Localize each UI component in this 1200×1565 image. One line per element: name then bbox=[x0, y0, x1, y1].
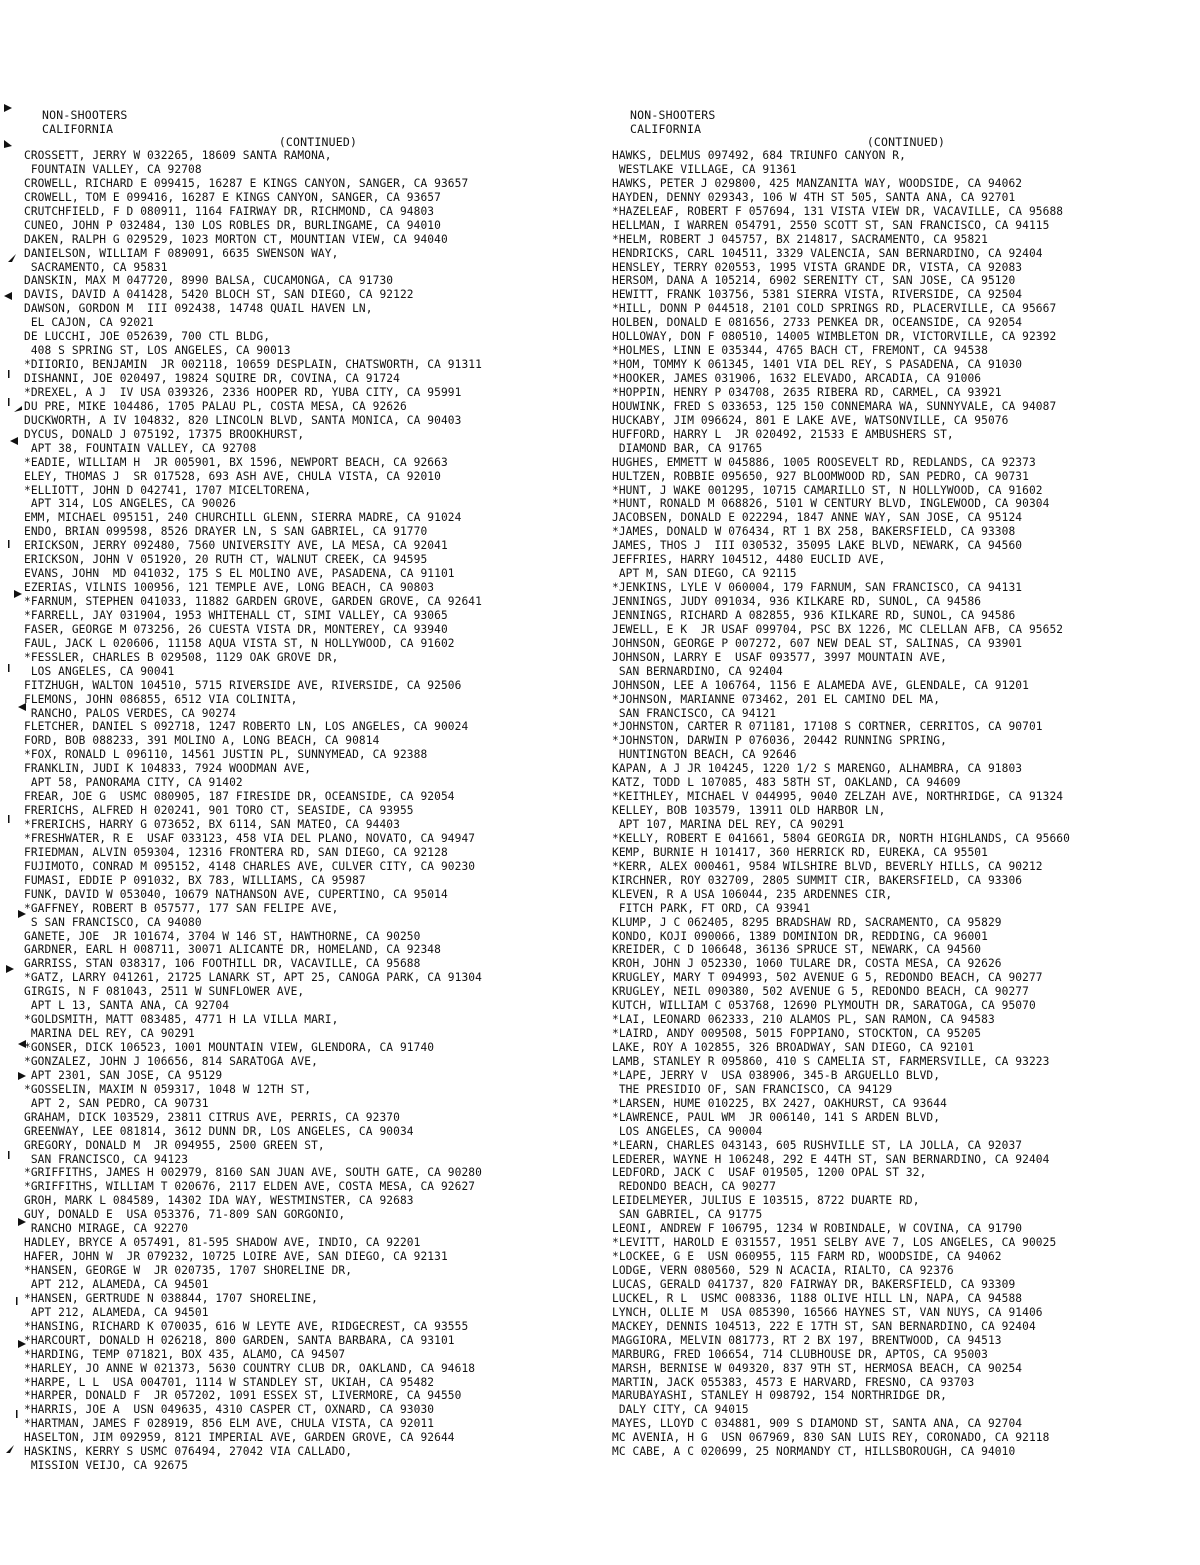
list-entry-line: *HILL, DONN P 044518, 2101 COLD SPRINGS RD, PLACERVILLE, CA 95667 bbox=[612, 302, 1057, 316]
list-entry-line: EVANS, JOHN MD 041032, 175 S EL MOLINO AVE, PASADENA, CA 91101 bbox=[24, 567, 455, 581]
list-entry-line: *GRIFFITHS, JAMES H 002979, 8160 SAN JUAN AVE, SOUTH GATE, CA 90280 bbox=[24, 1166, 482, 1180]
list-entry-line: *DIIORIO, BENJAMIN JR 002118, 10659 DESPLAIN, CHATSWORTH, CA 91311 bbox=[24, 358, 482, 372]
list-entry-line: KUTCH, WILLIAM C 053768, 12690 PLYMOUTH DR, SARATOGA, CA 95070 bbox=[612, 999, 1036, 1013]
list-entry-line: HUNTINGTON BEACH, CA 92646 bbox=[612, 748, 797, 762]
list-entry-line: *HANSEN, GEORGE W JR 020735, 1707 SHORELINE DR, bbox=[24, 1264, 353, 1277]
list-entry-line: *HUNT, RONALD M 068826, 5101 W CENTURY BLVD, INGLEWOOD, CA 90304 bbox=[612, 497, 1050, 511]
list-entry-line: DYCUS, DONALD J 075192, 17375 BROOKHURST, bbox=[24, 427, 305, 441]
margin-mark bbox=[14, 1410, 20, 1416]
list-entry-line: DIAMOND BAR, CA 91765 bbox=[612, 441, 763, 455]
list-entry-line: *JOHNSON, MARIANNE 073462, 201 EL CAMINO DEL MA, bbox=[612, 692, 941, 706]
list-entry-line: MARINA DEL REY, CA 90291 bbox=[24, 1027, 195, 1041]
list-entry-line: HADLEY, BRYCE A 057491, 81-595 SHADOW AVE, INDIO, CA 92201 bbox=[24, 1236, 421, 1250]
section-title: NON-SHOOTERS bbox=[42, 108, 128, 122]
list-entry-line: FREAR, JOE G USMC 080905, 187 FIRESIDE DR, OCEANSIDE, CA 92054 bbox=[24, 790, 455, 804]
margin-mark bbox=[14, 404, 20, 410]
list-entry-line: CUNEO, JOHN P 032484, 130 LOS ROBLES DR, BURLINGAME, CA 94010 bbox=[24, 218, 441, 232]
list-entry-line: KREIDER, C D 106648, 36136 SPRUCE ST, NEWARK, CA 94560 bbox=[612, 943, 982, 957]
list-entry-line: HENSLEY, TERRY 020553, 1995 VISTA GRANDE DR, VISTA, CA 92083 bbox=[612, 260, 1023, 274]
list-entry-line: LUCKEL, R L USMC 008336, 1188 OLIVE HILL LN, NAPA, CA 94588 bbox=[612, 1291, 1023, 1305]
continued-label: (CONTINUED) bbox=[866, 135, 946, 149]
list-entry-line: *HOOKER, JAMES 031906, 1632 ELEVADO, ARCADIA, CA 91006 bbox=[612, 372, 982, 385]
list-entry-line: RANCHO, PALOS VERDES, CA 90274 bbox=[24, 706, 236, 720]
list-entry-line: APT 107, MARINA DEL REY, CA 90291 bbox=[612, 818, 845, 831]
list-entry-line: KRUGLEY, NEIL 090380, 502 AVENUE G 5, REDONDO BEACH, CA 90277 bbox=[612, 985, 1029, 999]
list-entry-line: DU PRE, MIKE 104486, 1705 PALAU PL, COSTA MESA, CA 92626 bbox=[24, 399, 407, 413]
list-entry-line: SACRAMENTO, CA 95831 bbox=[24, 260, 168, 274]
list-entry-line: APT M, SAN DIEGO, CA 92115 bbox=[612, 567, 797, 581]
list-entry-line: KLUMP, J C 062405, 8295 BRADSHAW RD, SACRAMENTO, CA 95829 bbox=[612, 915, 1002, 929]
continued-label: (CONTINUED) bbox=[278, 135, 358, 149]
list-entry-line: *HARPE, L L USA 004701, 1114 W STANDLEY ST, UKIAH, CA 95482 bbox=[24, 1375, 435, 1389]
list-entry-line: *FOX, RONALD L 096110, 14561 JUSTIN PL, SUNNYMEAD, CA 92388 bbox=[24, 748, 428, 762]
list-entry-line: *HARTMAN, JAMES F 028919, 856 ELM AVE, CHULA VISTA, CA 92011 bbox=[24, 1417, 435, 1431]
list-entry-line: SAN FRANCISCO, CA 94123 bbox=[24, 1152, 189, 1166]
list-entry-line: THE PRESIDIO OF, SAN FRANCISCO, CA 94129 bbox=[612, 1082, 893, 1096]
list-entry-line: MISSION VEIJO, CA 92675 bbox=[24, 1459, 189, 1473]
list-entry-line: HAFER, JOHN W JR 079232, 10725 LOIRE AVE, SAN DIEGO, CA 92131 bbox=[24, 1250, 448, 1264]
list-entry-line: ERICKSON, JOHN V 051920, 20 RUTH CT, WALNUT CREEK, CA 94595 bbox=[24, 553, 428, 567]
list-entry-line: MARBURG, FRED 106654, 714 CLUBHOUSE DR, APTOS, CA 95003 bbox=[612, 1347, 988, 1361]
list-entry-line: *KELLY, ROBERT E 041661, 5804 GEORGIA DR, NORTH HIGHLANDS, CA 95660 bbox=[612, 831, 1070, 845]
list-entry-line: SAN FRANCISCO, CA 94121 bbox=[612, 706, 777, 720]
list-entry-line: MC CABE, A C 020699, 25 NORMANDY CT, HILLSBOROUGH, CA 94010 bbox=[612, 1445, 1016, 1459]
member-list bbox=[24, 149, 612, 1473]
list-entry-line: ELEY, THOMAS J SR 017528, 693 ASH AVE, CHULA VISTA, CA 92010 bbox=[24, 469, 441, 483]
list-entry-line: LODGE, VERN 080560, 529 N ACACIA, RIALTO, CA 92376 bbox=[612, 1264, 954, 1277]
list-entry-line: HAWKS, DELMUS 097492, 684 TRIUNFO CANYON R, bbox=[612, 149, 906, 162]
list-entry-line: FUJIMOTO, CONRAD M 095152, 4148 CHARLES AVE, CULVER CITY, CA 90230 bbox=[24, 859, 476, 873]
list-entry-line: *HARRIS, JOE A USN 049635, 4310 CASPER CT, OXNARD, CA 93030 bbox=[24, 1403, 435, 1417]
list-entry-line: *JOHNSTON, CARTER R 071181, 17108 S CORTNER, CERRITOS, CA 90701 bbox=[612, 720, 1043, 734]
list-entry-line: JENNINGS, RICHARD A 082855, 936 KILKARE RD, SUNOL, CA 94586 bbox=[612, 608, 1016, 622]
list-entry-line: MARSH, BERNISE W 049320, 837 9TH ST, HERMOSA BEACH, CA 90254 bbox=[612, 1361, 1023, 1375]
list-entry-line: FUNK, DAVID W 053040, 10679 NATHANSON AVE, CUPERTINO, CA 95014 bbox=[24, 887, 448, 901]
list-entry-line: LYNCH, OLLIE M USA 085390, 16566 HAYNES ST, VAN NUYS, CA 91406 bbox=[612, 1305, 1043, 1319]
list-entry-line: DE LUCCHI, JOE 052639, 700 CTL BLDG, bbox=[24, 330, 271, 344]
list-entry-line: *LAWRENCE, PAUL WM JR 006140, 141 S ARDEN BLVD, bbox=[612, 1110, 941, 1124]
list-entry-line: KIRCHNER, ROY 032709, 2805 SUMMIT CIR, BAKERSFIELD, CA 93306 bbox=[612, 873, 1023, 887]
list-entry-line: KONDO, KOJI 090066, 1389 DOMINION DR, REDDING, CA 96001 bbox=[612, 929, 988, 943]
list-entry-line: *HANSING, RICHARD K 070035, 616 W LEYTE AVE, RIDGECREST, CA 93555 bbox=[24, 1319, 469, 1333]
margin-mark bbox=[10, 437, 16, 443]
list-entry-line: APT 58, PANORAMA CITY, CA 91402 bbox=[24, 776, 243, 790]
list-entry-line: FLEMONS, JOHN 086855, 6512 VIA COLINITA, bbox=[24, 692, 298, 706]
list-entry-line: JENNINGS, JUDY 091034, 936 KILKARE RD, SUNOL, CA 94586 bbox=[612, 595, 982, 608]
list-entry-line: LEDFORD, JACK C USAF 019505, 1200 OPAL ST 32, bbox=[612, 1166, 927, 1180]
margin-mark bbox=[6, 965, 12, 971]
list-entry-line: HELLMAN, I WARREN 054791, 2550 SCOTT ST, SAN FRANCISCO, CA 94115 bbox=[612, 218, 1050, 232]
list-entry-line: SAN GABRIEL, CA 91775 bbox=[612, 1208, 763, 1222]
list-entry-line: FOUNTAIN VALLEY, CA 92708 bbox=[24, 162, 202, 176]
list-entry-line: *LEARN, CHARLES 043143, 605 RUSHVILLE ST, LA JOLLA, CA 92037 bbox=[612, 1138, 1023, 1152]
list-entry-line: *FRERICHS, HARRY G 073652, BX 6114, SAN MATEO, CA 94403 bbox=[24, 818, 400, 831]
list-entry-line: KELLEY, BOB 103579, 13911 OLD HARBOR LN, bbox=[612, 804, 886, 818]
list-entry-line: *KERR, ALEX 000461, 9584 WILSHIRE BLVD, BEVERLY HILLS, CA 90212 bbox=[612, 859, 1043, 873]
list-entry-line: HOLLOWAY, DON F 080510, 14005 WIMBLETON DR, VICTORVILLE, CA 92392 bbox=[612, 330, 1057, 344]
list-entry-line: LUCAS, GERALD 041737, 820 FAIRWAY DR, BAKERSFIELD, CA 93309 bbox=[612, 1277, 1016, 1291]
list-entry-line: LAMB, STANLEY R 095860, 410 S CAMELIA ST, FARMERSVILLE, CA 93223 bbox=[612, 1054, 1050, 1068]
list-entry-line: KAPAN, A J JR 104245, 1220 1/2 S MARENGO, ALHAMBRA, CA 91803 bbox=[612, 762, 1023, 776]
list-entry-line: MACKEY, DENNIS 104513, 222 E 17TH ST, SAN BERNARDINO, CA 92404 bbox=[612, 1319, 1036, 1333]
list-entry-line: DANIELSON, WILLIAM F 089091, 6635 SWENSON WAY, bbox=[24, 246, 339, 260]
list-entry-line: HASKINS, KERRY S USMC 076494, 27042 VIA CALLADO, bbox=[24, 1445, 353, 1459]
margin-mark bbox=[14, 590, 20, 596]
margin-mark bbox=[14, 1297, 20, 1303]
list-entry-line: FLETCHER, DANIEL S 092718, 1247 ROBERTO LN, LOS ANGELES, CA 90024 bbox=[24, 720, 469, 734]
margin-mark bbox=[6, 1151, 12, 1157]
list-entry-line: *HARLEY, JO ANNE W 021373, 5630 COUNTRY CLUB DR, OAKLAND, CA 94618 bbox=[24, 1361, 476, 1375]
list-entry-line: *GOSSELIN, MAXIM N 059317, 1048 W 12TH ST, bbox=[24, 1082, 312, 1096]
list-entry-line: KEMP, BURNIE H 101417, 360 HERRICK RD, EUREKA, CA 95501 bbox=[612, 845, 988, 859]
list-entry-line: APT 2301, SAN JOSE, CA 95129 bbox=[24, 1068, 223, 1082]
list-entry-line: *LARSEN, HUME 010225, BX 2427, OAKHURST, CA 93644 bbox=[612, 1096, 947, 1110]
list-entry-line: *ELLIOTT, JOHN D 042741, 1707 MICELTORENA, bbox=[24, 483, 312, 497]
list-entry-line: LOS ANGELES, CA 90004 bbox=[612, 1124, 763, 1138]
list-entry-line: *HARPER, DONALD F JR 057202, 1091 ESSEX ST, LIVERMORE, CA 94550 bbox=[24, 1389, 462, 1403]
list-entry-line: GIRGIS, N F 081043, 2511 W SUNFLOWER AVE, bbox=[24, 985, 305, 999]
list-entry-line: *FARNUM, STEPHEN 041033, 11882 GARDEN GROVE, GARDEN GROVE, CA 92641 bbox=[24, 595, 482, 608]
list-entry-line: FORD, BOB 088233, 391 MOLINO A, LONG BEACH, CA 90814 bbox=[24, 734, 380, 748]
list-entry-line: LEIDELMEYER, JULIUS E 103515, 8722 DUARTE RD, bbox=[612, 1194, 920, 1208]
list-entry-line: MARTIN, JACK 055383, 4573 E HARVARD, FRESNO, CA 93703 bbox=[612, 1375, 975, 1389]
list-entry-line: JEFFRIES, HARRY 104512, 4480 EUCLID AVE, bbox=[612, 553, 886, 567]
list-entry-line: *KEITHLEY, MICHAEL V 044995, 9040 ZELZAH AVE, NORTHRIDGE, CA 91324 bbox=[612, 790, 1064, 804]
list-entry-line: DISHANNI, JOE 020497, 19824 SQUIRE DR, COVINA, CA 91724 bbox=[24, 372, 400, 385]
list-entry-line: GROH, MARK L 084589, 14302 IDA WAY, WESTMINSTER, CA 92683 bbox=[24, 1194, 414, 1208]
list-entry-line: CROWELL, TOM E 099416, 16287 E KINGS CANYON, SANGER, CA 93657 bbox=[24, 190, 441, 204]
list-entry-line: GARRISS, STAN 038317, 106 FOOTHILL DR, VACAVILLE, CA 95688 bbox=[24, 957, 421, 971]
list-entry-line: JAMES, THOS J III 030532, 35095 LAKE BLVD, NEWARK, CA 94560 bbox=[612, 539, 1023, 553]
margin-mark bbox=[6, 664, 12, 670]
list-entry-line: HUCKABY, JIM 096624, 801 E LAKE AVE, WATSONVILLE, CA 95076 bbox=[612, 413, 1009, 427]
margin-mark bbox=[4, 140, 10, 146]
list-entry-line: FUMASI, EDDIE P 091032, BX 783, WILLIAMS, CA 95987 bbox=[24, 873, 366, 887]
list-entry-line: *JOHNSTON, DARWIN P 076036, 20442 RUNNING SPRING, bbox=[612, 734, 947, 748]
list-entry-line: *LAIRD, ANDY 009508, 5015 FOPPIANO, STOCKTON, CA 95205 bbox=[612, 1027, 982, 1041]
section-state: CALIFORNIA bbox=[630, 122, 702, 136]
list-entry-line: WESTLAKE VILLAGE, CA 91361 bbox=[612, 162, 797, 176]
list-entry-line: *LOCKEE, G E USN 060955, 115 FARM RD, WOODSIDE, CA 94062 bbox=[612, 1250, 1002, 1264]
list-entry-line: *DREXEL, A J IV USA 039326, 2336 HOOPER RD, YUBA CITY, CA 95991 bbox=[24, 385, 462, 399]
list-entry-line: RANCHO MIRAGE, CA 92270 bbox=[24, 1222, 189, 1236]
list-entry-line: MC AVENIA, H G USN 067969, 830 SAN LUIS REY, CORONADO, CA 92118 bbox=[612, 1431, 1050, 1445]
list-entry-line: FRERICHS, ALFRED H 020241, 901 TORO CT, SEASIDE, CA 93955 bbox=[24, 804, 414, 818]
list-entry-line: GUY, DONALD E USA 053376, 71-809 SAN GORGONIO, bbox=[24, 1208, 346, 1222]
list-entry-line: FITZHUGH, WALTON 104510, 5715 RIVERSIDE AVE, RIVERSIDE, CA 92506 bbox=[24, 678, 462, 692]
list-entry-line: S SAN FRANCISCO, CA 94080 bbox=[24, 915, 202, 929]
list-entry-line: *HELM, ROBERT J 045757, BX 214817, SACRAMENTO, CA 95821 bbox=[612, 232, 988, 246]
list-entry-line: DUCKWORTH, A IV 104832, 820 LINCOLN BLVD, SANTA MONICA, CA 90403 bbox=[24, 413, 462, 427]
list-entry-line: KLEVEN, R A USA 106044, 235 ARDENNES CIR, bbox=[612, 887, 893, 901]
list-entry-line: MARUBAYASHI, STANLEY H 098792, 154 NORTHRIDGE DR, bbox=[612, 1389, 947, 1403]
list-entry-line: *HANSEN, GERTRUDE N 038844, 1707 SHORELINE, bbox=[24, 1291, 318, 1305]
list-entry-line: *HAZELEAF, ROBERT F 057694, 131 VISTA VIEW DR, VACAVILLE, CA 95688 bbox=[612, 204, 1064, 218]
list-entry-line: *FARRELL, JAY 031904, 1953 WHITEHALL CT, SIMI VALLEY, CA 93065 bbox=[24, 608, 448, 622]
list-entry-line: APT 212, ALAMEDA, CA 94501 bbox=[24, 1277, 209, 1291]
list-entry-line: DAVIS, DAVID A 041428, 5420 BLOCH ST, SAN DIEGO, CA 92122 bbox=[24, 288, 414, 302]
list-entry-line: GARDNER, EARL H 008711, 30071 ALICANTE DR, HOMELAND, CA 92348 bbox=[24, 943, 441, 957]
list-entry-line: LAKE, ROY A 102855, 326 BROADWAY, SAN DIEGO, CA 92101 bbox=[612, 1041, 975, 1054]
list-entry-line: *JENKINS, LYLE V 060004, 179 FARNUM, SAN FRANCISCO, CA 94131 bbox=[612, 581, 1023, 595]
list-entry-line: HERSOM, DANA A 105214, 6902 SERENITY CT, SAN JOSE, CA 95120 bbox=[612, 274, 1016, 288]
list-entry-line: LEONI, ANDREW F 106795, 1234 W ROBINDALE, W COVINA, CA 91790 bbox=[612, 1222, 1023, 1236]
list-entry-line: JACOBSEN, DONALD E 022294, 1847 ANNE WAY, SAN JOSE, CA 95124 bbox=[612, 511, 1023, 525]
list-entry-line: *GONSER, DICK 106523, 1001 MOUNTAIN VIEW, GLENDORA, CA 91740 bbox=[24, 1041, 435, 1054]
list-entry-line: REDONDO BEACH, CA 90277 bbox=[612, 1180, 777, 1194]
list-entry-line: HASELTON, JIM 092959, 8121 IMPERIAL AVE, GARDEN GROVE, CA 92644 bbox=[24, 1431, 455, 1445]
list-entry-line: FRIEDMAN, ALVIN 059304, 12316 FRONTERA RD, SAN DIEGO, CA 92128 bbox=[24, 845, 448, 859]
list-entry-line: *GONZALEZ, JOHN J 106656, 814 SARATOGA AVE, bbox=[24, 1054, 318, 1068]
list-entry-line: CROWELL, RICHARD E 099415, 16287 E KINGS CANYON, SANGER, CA 93657 bbox=[24, 176, 469, 190]
list-entry-line: SAN BERNARDINO, CA 92404 bbox=[612, 664, 783, 678]
list-entry-line: DANSKIN, MAX M 047720, 8990 BALSA, CUCAMONGA, CA 91730 bbox=[24, 274, 394, 288]
list-entry-line: *EADIE, WILLIAM H JR 005901, BX 1596, NEWPORT BEACH, CA 92663 bbox=[24, 455, 448, 469]
list-entry-line: KRUGLEY, MARY T 094993, 502 AVENUE G 5, REDONDO BEACH, CA 90277 bbox=[612, 971, 1043, 985]
list-entry-line: *GAFFNEY, ROBERT B 057577, 177 SAN FELIPE AVE, bbox=[24, 901, 339, 915]
list-entry-line: KATZ, TODD L 107085, 483 58TH ST, OAKLAND, CA 94609 bbox=[612, 776, 961, 790]
right-column bbox=[612, 108, 1200, 1459]
list-entry-line: *GRIFFITHS, WILLIAM T 020676, 2117 ELDEN AVE, COSTA MESA, CA 92627 bbox=[24, 1180, 476, 1194]
list-entry-line: APT 38, FOUNTAIN VALLEY, CA 92708 bbox=[24, 441, 257, 455]
list-entry-line: APT 212, ALAMEDA, CA 94501 bbox=[24, 1305, 209, 1319]
list-entry-line: DAWSON, GORDON M III 092438, 14748 QUAIL HAVEN LN, bbox=[24, 302, 373, 316]
list-entry-line: FASER, GEORGE M 073256, 26 CUESTA VISTA DR, MONTEREY, CA 93940 bbox=[24, 622, 448, 636]
list-entry-line: EL CAJON, CA 92021 bbox=[24, 316, 154, 330]
list-entry-line: *HARCOURT, DONALD H 026218, 800 GARDEN, SANTA BARBARA, CA 93101 bbox=[24, 1333, 455, 1347]
list-entry-line: JOHNSON, LARRY E USAF 093577, 3997 MOUNTAIN AVE, bbox=[612, 650, 947, 664]
member-list bbox=[612, 149, 1200, 1459]
margin-mark bbox=[6, 370, 12, 376]
list-entry-line: HULTZEN, ROBBIE 095650, 927 BLOOMWOOD RD, SAN PEDRO, CA 90731 bbox=[612, 469, 1029, 483]
list-entry-line: *GOLDSMITH, MATT 083485, 4771 H LA VILLA MARI, bbox=[24, 1013, 339, 1027]
list-entry-line: GREENWAY, LEE 081814, 3612 DUNN DR, LOS ANGELES, CA 90034 bbox=[24, 1124, 414, 1138]
list-entry-line: *LEVITT, HAROLD E 031557, 1951 SELBY AVE 7, LOS ANGELES, CA 90025 bbox=[612, 1236, 1057, 1250]
list-entry-line: HOLBEN, DONALD E 081656, 2733 PENKEA DR, OCEANSIDE, CA 92054 bbox=[612, 316, 1023, 330]
list-entry-line: APT 2, SAN PEDRO, CA 90731 bbox=[24, 1096, 209, 1110]
list-entry-line: CRUTCHFIELD, F D 080911, 1164 FAIRWAY DR, RICHMOND, CA 94803 bbox=[24, 204, 435, 218]
list-entry-line: *HOPPIN, HENRY P 034708, 2635 RIBERA RD, CARMEL, CA 93921 bbox=[612, 385, 1002, 399]
margin-mark bbox=[6, 540, 12, 546]
list-entry-line: *JAMES, DONALD W 076434, RT 1 BX 258, BAKERSFIELD, CA 93308 bbox=[612, 525, 1016, 539]
margin-mark bbox=[4, 292, 10, 298]
list-entry-line: GREGORY, DONALD M JR 094955, 2500 GREEN ST, bbox=[24, 1138, 325, 1152]
list-entry-line: EZERIAS, VILNIS 100956, 121 TEMPLE AVE, LONG BEACH, CA 90803 bbox=[24, 581, 435, 595]
list-entry-line: HOUWINK, FRED S 033653, 125 150 CONNEMARA WA, SUNNYVALE, CA 94087 bbox=[612, 399, 1057, 413]
list-entry-line: HAWKS, PETER J 029800, 425 MANZANITA WAY, WOODSIDE, CA 94062 bbox=[612, 176, 1023, 190]
margin-mark bbox=[8, 254, 14, 260]
list-entry-line: LEDERER, WAYNE H 106248, 292 E 44TH ST, SAN BERNARDINO, CA 92404 bbox=[612, 1152, 1050, 1166]
margin-mark bbox=[6, 398, 12, 404]
list-entry-line: *HARDING, TEMP 071821, BOX 435, ALAMO, CA 94507 bbox=[24, 1347, 346, 1361]
list-entry-line: JOHNSON, LEE A 106764, 1156 E ALAMEDA AVE, GLENDALE, CA 91201 bbox=[612, 678, 1029, 692]
list-entry-line: FRANKLIN, JUDI K 104833, 7924 WOODMAN AVE, bbox=[24, 762, 312, 776]
list-entry-line: LOS ANGELES, CA 90041 bbox=[24, 664, 175, 678]
list-entry-line: KROH, JOHN J 052330, 1060 TULARE DR, COSTA MESA, CA 92626 bbox=[612, 957, 1002, 971]
list-entry-line: MAGGIORA, MELVIN 081773, RT 2 BX 197, BRENTWOOD, CA 94513 bbox=[612, 1333, 1002, 1347]
list-entry-line: HENDRICKS, CARL 104511, 3329 VALENCIA, SAN BERNARDINO, CA 92404 bbox=[612, 246, 1043, 260]
list-entry-line: *FRESHWATER, R E USAF 033123, 458 VIA DEL PLANO, NOVATO, CA 94947 bbox=[24, 831, 476, 845]
list-entry-line: HAYDEN, DENNY 029343, 106 W 4TH ST 505, SANTA ANA, CA 92701 bbox=[612, 190, 1016, 204]
left-column bbox=[24, 108, 612, 1473]
margin-mark bbox=[6, 815, 12, 821]
list-entry-line: DALY CITY, CA 94015 bbox=[612, 1403, 749, 1417]
margin-mark bbox=[4, 104, 10, 110]
list-entry-line: *FESSLER, CHARLES B 029508, 1129 OAK GROVE DR, bbox=[24, 650, 339, 664]
list-entry-line: *HOM, TOMMY K 061345, 1401 VIA DEL REY, S PASADENA, CA 91030 bbox=[612, 358, 1023, 372]
list-entry-line: *LAI, LEONARD 062333, 210 ALAMOS PL, SAN RAMON, CA 94583 bbox=[612, 1013, 995, 1027]
list-entry-line: MAYES, LLOYD C 034881, 909 S DIAMOND ST, SANTA ANA, CA 92704 bbox=[612, 1417, 1023, 1431]
list-entry-line: DAKEN, RALPH G 029529, 1023 MORTON CT, MOUNTIAN VIEW, CA 94040 bbox=[24, 232, 448, 246]
list-entry-line: CROSSETT, JERRY W 032265, 18609 SANTA RAMONA, bbox=[24, 149, 332, 162]
list-entry-line: ERICKSON, JERRY 092480, 7560 UNIVERSITY AVE, LA MESA, CA 92041 bbox=[24, 539, 448, 553]
list-entry-line: JOHNSON, GEORGE P 007272, 607 NEW DEAL ST, SALINAS, CA 93901 bbox=[612, 636, 1023, 650]
list-entry-line: HUGHES, EMMETT W 045886, 1005 ROOSEVELT RD, REDLANDS, CA 92373 bbox=[612, 455, 1036, 469]
list-entry-line: *GATZ, LARRY 041261, 21725 LANARK ST, APT 25, CANOGA PARK, CA 91304 bbox=[24, 971, 482, 985]
section-state: CALIFORNIA bbox=[42, 122, 114, 136]
list-entry-line: ENDO, BRIAN 099598, 8526 DRAYER LN, S SAN GABRIEL, CA 91770 bbox=[24, 525, 428, 539]
list-entry-line: GANETE, JOE JR 101674, 3704 W 146 ST, HAWTHORNE, CA 90250 bbox=[24, 929, 421, 943]
list-entry-line: 408 S SPRING ST, LOS ANGELES, CA 90013 bbox=[24, 344, 291, 358]
section-title: NON-SHOOTERS bbox=[630, 108, 716, 122]
list-entry-line: FAUL, JACK L 020606, 11158 AQUA VISTA ST, N HOLLYWOOD, CA 91602 bbox=[24, 636, 455, 650]
list-entry-line: APT L 13, SANTA ANA, CA 92704 bbox=[24, 999, 230, 1013]
list-entry-line: HUFFORD, HARRY L JR 020492, 21533 E AMBUSHERS ST, bbox=[612, 427, 954, 441]
list-entry-line: FITCH PARK, FT ORD, CA 93941 bbox=[612, 901, 811, 915]
list-entry-line: *LAPE, JERRY V USA 038906, 345-B ARGUELLO BLVD, bbox=[612, 1068, 941, 1082]
list-entry-line: *HOLMES, LINN E 035344, 4765 BACH CT, FREMONT, CA 94538 bbox=[612, 344, 988, 358]
list-entry-line: *HUNT, J WAKE 001295, 10715 CAMARILLO ST, N HOLLYWOOD, CA 91602 bbox=[612, 483, 1043, 497]
list-entry-line: HEWITT, FRANK 103756, 5381 SIERRA VISTA, RIVERSIDE, CA 92504 bbox=[612, 288, 1023, 302]
list-entry-line: EMM, MICHAEL 095151, 240 CHURCHILL GLENN, SIERRA MADRE, CA 91024 bbox=[24, 511, 462, 525]
list-entry-line: APT 314, LOS ANGELES, CA 90026 bbox=[24, 497, 236, 511]
list-entry-line: GRAHAM, DICK 103529, 23811 CITRUS AVE, PERRIS, CA 92370 bbox=[24, 1110, 400, 1124]
margin-mark bbox=[6, 1445, 12, 1451]
list-entry-line: JEWELL, E K JR USAF 099704, PSC BX 1226, MC CLELLAN AFB, CA 95652 bbox=[612, 622, 1064, 636]
